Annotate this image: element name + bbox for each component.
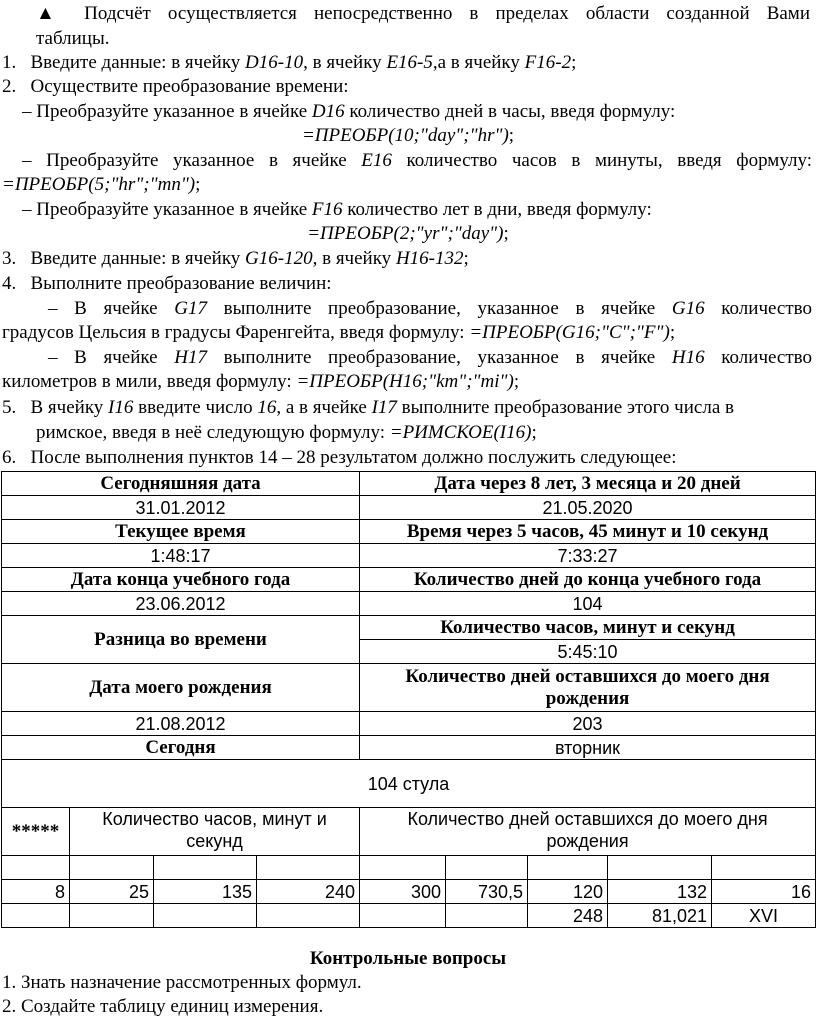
cell-birthday: 21.08.2012 (2, 712, 360, 736)
cell-weekday: вторник (360, 736, 816, 760)
text-run: количество лет в дни, введя формулу: (342, 199, 652, 220)
cell-value: 300 (360, 880, 446, 904)
cell-ref: D16-10 (245, 52, 304, 73)
cell-value: 730,5 (446, 880, 528, 904)
empty-cell (154, 856, 257, 880)
header-time-later: Время через 5 часов, 45 минут и 10 секунд (360, 520, 816, 544)
header-current-time: Текущее время (2, 520, 360, 544)
table-row (2, 592, 816, 616)
table-row (2, 880, 816, 904)
text-run: ; (195, 174, 201, 195)
formula: =ПРЕОБР(H16;"km";"mi") (296, 371, 514, 392)
step-2 (2, 75, 349, 99)
formula: =ПРЕОБР(G16;"C";"F") (469, 322, 670, 343)
table-row (2, 760, 816, 808)
step-5 (2, 396, 734, 420)
cell-value: 16 (712, 880, 816, 904)
text-run: введите число (133, 397, 258, 418)
text-run: В ячейке (74, 347, 175, 368)
table-row (2, 808, 816, 856)
substep-km (48, 346, 812, 370)
text-run: ; (669, 322, 676, 343)
intro-line-1: ▲ Подсчёт осуществляется непосредственно в пределах области созданной Вами (36, 3, 810, 24)
text-run: , в ячейку (303, 52, 387, 73)
text-run: количество дней в часы, введя формулу: (344, 101, 676, 122)
table-row (2, 568, 816, 592)
step-4 (2, 272, 332, 296)
text-run: Введите данные: в ячейку (30, 52, 246, 73)
cell-time-later: 7:33:27 (360, 544, 816, 568)
table-row (2, 616, 816, 640)
cell-ref: I17 (371, 397, 397, 418)
substep-celsius-line-2 (2, 321, 675, 345)
header-days-to-end: Количество дней до конца учебного года (360, 568, 816, 592)
step-6 (2, 446, 677, 470)
cell-value: 120 (528, 880, 608, 904)
text-run: , в ячейку (312, 248, 396, 269)
header-end-of-year: Дата конца учебного года (2, 568, 360, 592)
header-days-to-birthday: Количество дней оставшихся до моего дня рождения (360, 664, 816, 712)
cell-stars: ***** (2, 808, 70, 856)
table-row (2, 544, 816, 568)
step-number: 5. (2, 397, 17, 418)
text-run: Осуществите преобразование времени: (30, 76, 349, 97)
empty-cell (257, 856, 360, 880)
cell-ref: G17 (174, 298, 208, 319)
cell-ref: E16-5 (386, 52, 433, 73)
empty-cell (257, 904, 360, 928)
empty-cell (360, 904, 446, 928)
text-run: количество (704, 298, 812, 319)
step-number: 4. (2, 273, 17, 294)
header-birthday: Дата моего рождения (2, 664, 360, 712)
substep-hour-to-minute (22, 149, 812, 173)
table-row (2, 472, 816, 496)
step-number: 6. (2, 447, 17, 468)
cell-ref: E16 (361, 150, 392, 171)
empty-cell (2, 856, 70, 880)
text-run: количество (704, 347, 812, 368)
text-run: ; (531, 422, 537, 443)
substep-year-to-day (22, 198, 652, 222)
text-run: После выполнения пунктов 14 – 28 результатом должно послужить следующее: (30, 447, 677, 468)
text-run: ; (513, 371, 520, 392)
header-today: Сегодня (2, 736, 360, 760)
formula-hour-to-minute (2, 173, 200, 197)
empty-cell (446, 856, 528, 880)
cell-date-in-8-years: 21.05.2020 (360, 496, 816, 520)
text-run: , а в ячейке (276, 397, 372, 418)
cell-ref: G16-120 (245, 248, 313, 269)
formula: =ПРЕОБР(5;"hr";"mn") (2, 174, 196, 195)
questions-title: Контрольные вопросы (309, 948, 507, 969)
text-run: количество часов в минуты, введя формулу: (391, 150, 813, 171)
substep-day-to-hour (22, 100, 675, 124)
cell-ref: 16 (257, 397, 277, 418)
text-run: Преобразуйте указанное в ячейке (36, 199, 312, 220)
table-row (2, 736, 816, 760)
cell-ref: H16-132 (395, 248, 464, 269)
empty-cell (70, 904, 154, 928)
table-row (2, 664, 816, 712)
table-row (2, 520, 816, 544)
text-run: римское, введя в неё следующую формулу: (36, 422, 390, 443)
text-run: градусов Цельсия в градусы Фаренгейта, введя формулу: (2, 322, 470, 343)
step-number: 1. (2, 52, 17, 73)
cell-value: 8 (2, 880, 70, 904)
dash-bullet: – (48, 347, 58, 368)
formula: =ПРЕОБР(2;"yr";"day") (307, 223, 504, 244)
cell-days-to-birthday: 203 (360, 712, 816, 736)
header-days-to-birthday-2: Количество дней оставшихся до моего дня рождения (360, 808, 816, 856)
text-run: выполните преобразование, указанное в ячейке (207, 347, 672, 368)
cell-chairs: 104 стула (2, 760, 816, 808)
cell-roman: XVI (712, 904, 816, 928)
result-table (1, 471, 816, 928)
cell-days-to-end: 104 (360, 592, 816, 616)
question-1: 1. Знать назначение рассмотренных формул. (2, 972, 362, 993)
empty-cell (2, 904, 70, 928)
step-5-line-2 (36, 421, 537, 445)
question-2: 2. Создайте таблицу единиц измерения. (2, 996, 324, 1017)
cell-ref: G16 (671, 298, 705, 319)
table-row (2, 712, 816, 736)
cell-value: 248 (528, 904, 608, 928)
text-run: ,а в ячейку (432, 52, 525, 73)
substep-celsius (48, 297, 812, 321)
step-1 (2, 51, 576, 75)
substep-km-line-2 (2, 370, 519, 394)
cell-value: 81,021 (608, 904, 712, 928)
cell-time-difference: 5:45:10 (360, 640, 816, 664)
empty-cell (446, 904, 528, 928)
cell-ref: D16 (311, 101, 345, 122)
formula-year-to-day (0, 222, 816, 246)
step-3 (2, 247, 469, 271)
header-today-date: Сегодняшняя дата (2, 472, 360, 496)
empty-cell (360, 856, 446, 880)
table-row (2, 904, 816, 928)
cell-ref: F16 (311, 199, 343, 220)
text-run: ; (508, 125, 515, 146)
step-number: 2. (2, 76, 17, 97)
text-run: Преобразуйте указанное в ячейке (46, 150, 362, 171)
empty-cell (608, 856, 712, 880)
header-time-difference: Разница во времени (2, 616, 360, 664)
cell-value: 240 (257, 880, 360, 904)
cell-end-of-year: 23.06.2012 (2, 592, 360, 616)
text-run: Преобразуйте указанное в ячейке (36, 101, 312, 122)
text-run: ; (503, 223, 509, 244)
text-run: Выполните преобразование величин: (30, 273, 332, 294)
header-date-in-8-years: Дата через 8 лет, 3 месяца и 20 дней (360, 472, 816, 496)
empty-cell (154, 904, 257, 928)
empty-cell (528, 856, 608, 880)
cell-ref: H16 (671, 347, 705, 368)
text-run: В ячейку (30, 397, 109, 418)
text-run: Введите данные: в ячейку (30, 248, 246, 269)
dash-bullet: ‒ (22, 150, 32, 171)
header-hms-2: Количество часов, минут и секунд (70, 808, 360, 856)
cell-ref: H17 (174, 347, 208, 368)
dash-bullet: ‒ (22, 199, 32, 220)
cell-value: 135 (154, 880, 257, 904)
text-run: километров в мили, введя формулу: (2, 371, 297, 392)
text-run: ; (571, 52, 577, 73)
empty-cell (70, 856, 154, 880)
cell-value: 132 (608, 880, 712, 904)
formula-day-to-hour (0, 124, 816, 148)
step-number: 3. (2, 248, 17, 269)
intro-line-2: таблицы. (36, 28, 110, 49)
text-run: выполните преобразование этого числа в (396, 397, 734, 418)
dash-bullet: – (48, 298, 58, 319)
text-run: В ячейке (74, 298, 175, 319)
table-row (2, 856, 816, 880)
cell-today-date: 31.01.2012 (2, 496, 360, 520)
cell-current-time: 1:48:17 (2, 544, 360, 568)
cell-ref: F16-2 (524, 52, 572, 73)
text-run: выполните преобразование, указанное в ячейке (207, 298, 672, 319)
header-hours-minutes-seconds: Количество часов, минут и секунд (360, 616, 816, 640)
dash-bullet: ‒ (22, 101, 32, 122)
table-row (2, 496, 816, 520)
empty-cell (712, 856, 816, 880)
text-run: ; (463, 248, 469, 269)
formula: =ПРЕОБР(10;"day";"hr") (301, 125, 509, 146)
cell-ref: I16 (108, 397, 134, 418)
cell-value: 25 (70, 880, 154, 904)
formula: =РИМСКОЕ(I16) (389, 422, 532, 443)
